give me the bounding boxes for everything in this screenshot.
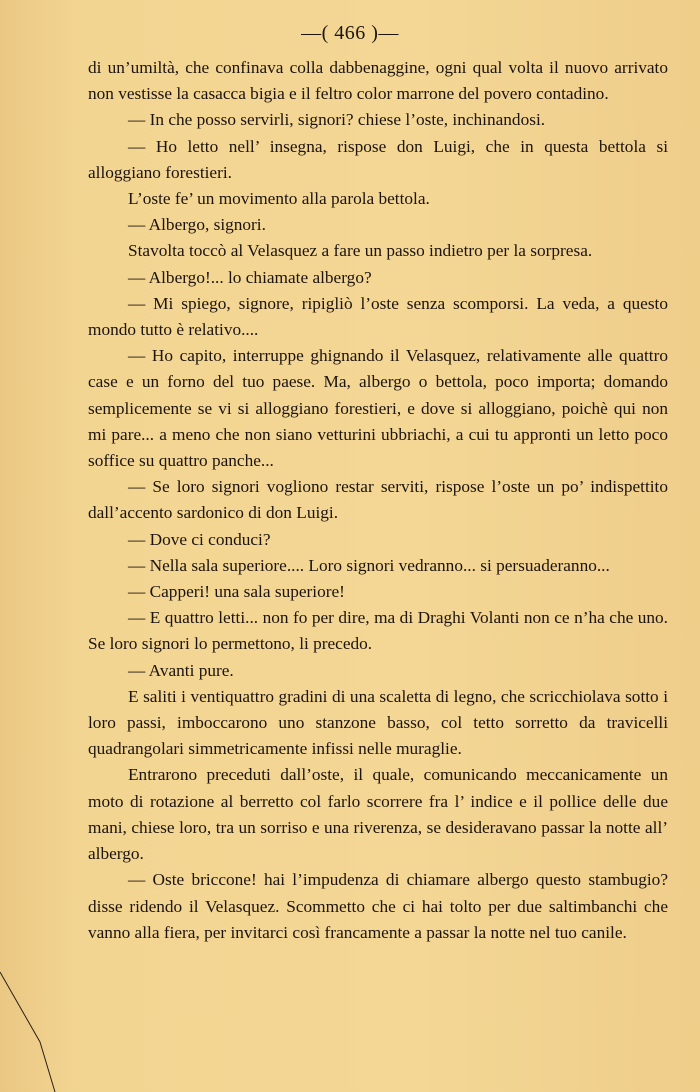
paragraph: di un’umiltà, che confinava colla dabbenaggine, ogni qual volta il nuovo arrivato non vestisse la casacca bigia e il feltro color marrone del povero contadino. xyxy=(88,58,668,104)
paragraph: — Avanti pure. xyxy=(128,660,234,680)
paragraph: — Albergo!... lo chiamate albergo? xyxy=(128,267,372,287)
paragraph: — In che posso servirli, signori? chiese l’oste, inchinandosi. xyxy=(128,110,546,130)
paragraph: — Mi spiego, signore, ripigliò l’oste senza scomporsi. La veda, a questo mondo tutto è relativo.... xyxy=(88,293,668,340)
paragraph: — Dove ci conduci? xyxy=(128,529,271,549)
paragraph: E saliti i ventiquattro gradini di una scaletta di legno, che scricchiolava sotto i loro passi, imboccarono uno stanzone basso, col tetto sorretto da travicelli quadrangolari simmetricamente infissi nelle muraglie. xyxy=(88,686,668,759)
paragraph: — Albergo, signori. xyxy=(128,215,266,235)
paragraph: Entrarono preceduti dall’oste, il quale, comunicando meccanicamente un moto di rotazione al berretto col farlo scorrere fra l’ indice e il pollice delle due mani, chiese loro, tra un sorriso e una riverenza, se desideravano passar la notte all’ albergo. xyxy=(88,765,668,864)
paragraph: — Se loro signori vogliono restar serviti, rispose l’oste un po’ indispettito dall’accento sardonico di don Luigi. xyxy=(88,477,668,523)
paragraph: L’oste fe’ un movimento alla parola bettola. xyxy=(128,189,430,209)
page-number-header: —( 466 )— xyxy=(301,22,399,44)
corner-fold-lines xyxy=(0,932,120,1092)
paragraph: Stavolta toccò al Velasquez a fare un passo indietro per la sorpresa. xyxy=(128,241,593,261)
paragraph: — Oste briccone! hai l’impudenza di chiamare albergo questo stambugio? disse ridendo il Velasquez. Scommetto che ci hai tolto per due saltimbanchi che vanno alla fiera, per invitarci così francamente a passar la notte nel tuo canile. xyxy=(88,870,668,942)
paragraph: — Ho capito, interruppe ghignando il Velasquez, relativamente alle quattro case e un forno del tuo paese. Ma, albergo o bettola, poco importa; domando semplicemente se vi si alloggiano forestieri, e dove si alloggiano, poichè qui non mi pare... a meno che non siano vetturini ubbriachi, a cui tu appronti un letto poco soffice su quattro panche... xyxy=(88,346,668,471)
paragraph: — Nella sala superiore.... Loro signori vedranno... si persuaderanno... xyxy=(128,555,610,575)
paragraph: — Capperi! una sala superiore! xyxy=(128,582,345,602)
paragraph: — Ho letto nell’ insegna, rispose don Luigi, che in questa bettola si alloggiano forestieri. xyxy=(88,136,668,182)
body-text xyxy=(88,55,668,946)
paragraph: — E quattro letti... non fo per dire, ma di Draghi Volanti non ce n’ha che uno. Se loro signori lo permettono, li precedo. xyxy=(88,608,668,654)
